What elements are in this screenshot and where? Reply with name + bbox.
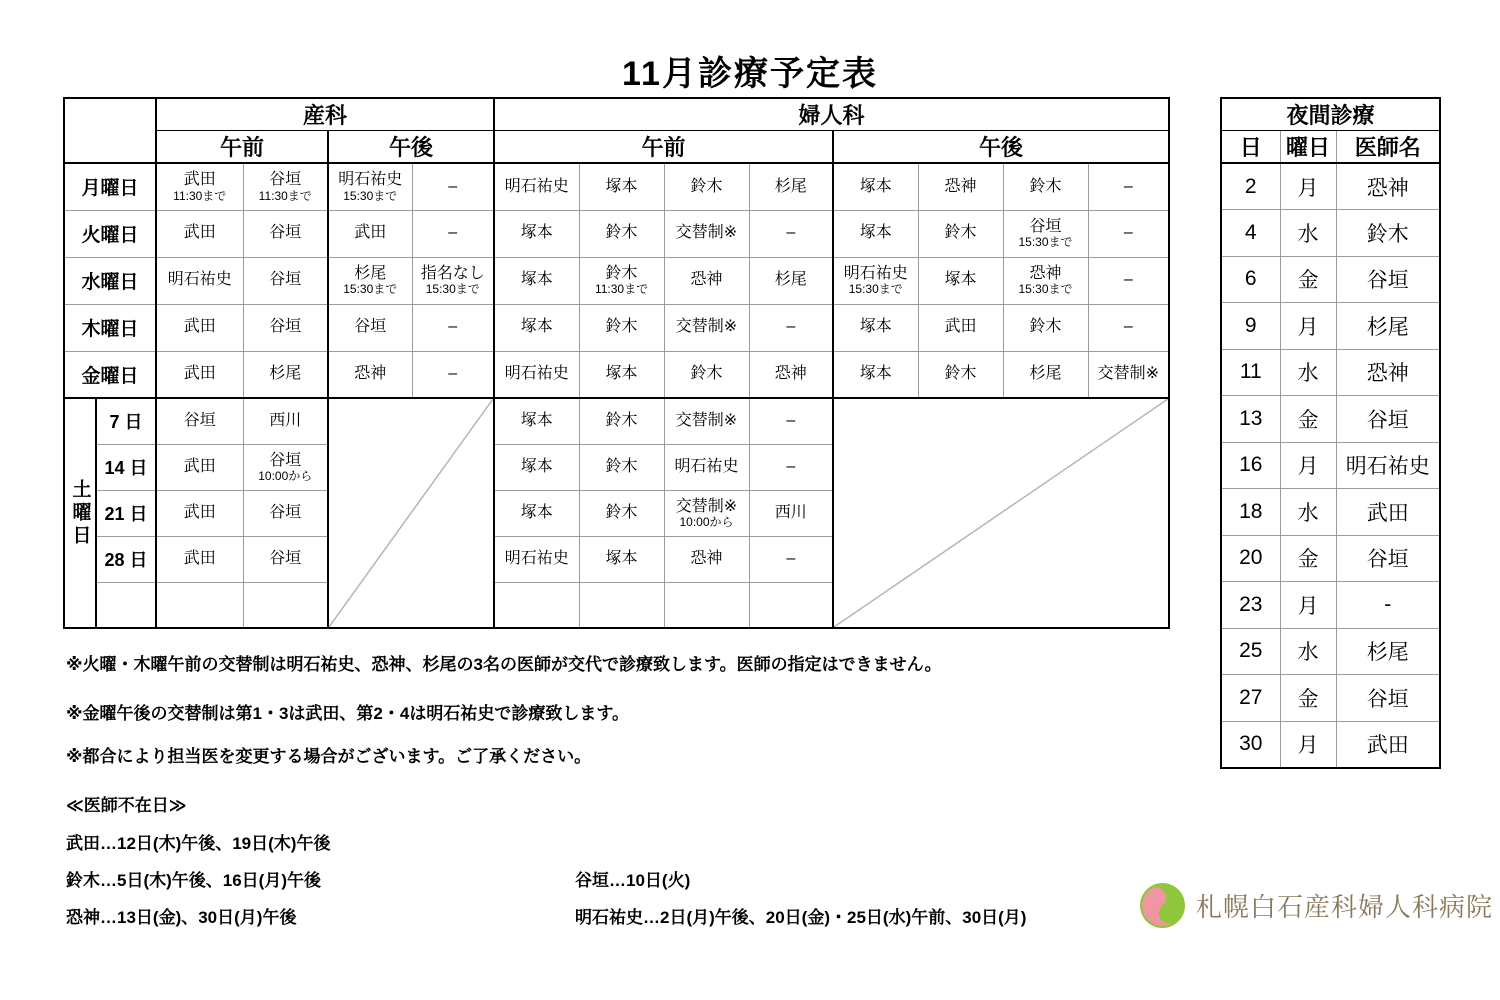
doctor-name: –: [786, 224, 796, 242]
schedule-cell: [494, 257, 579, 304]
schedule-cell: [328, 163, 412, 210]
night-doctor: 谷垣: [1336, 675, 1440, 722]
doctor-name: 塚本: [520, 503, 553, 521]
table-row: [64, 398, 1169, 444]
schedule-cell: [328, 210, 412, 257]
doctor-name: –: [786, 549, 796, 567]
night-weekday: 金: [1280, 396, 1336, 443]
doctor-name: 鈴木: [605, 318, 638, 336]
schedule-cell: [243, 304, 328, 351]
note-doctor-change: ※都合により担当医を変更する場合がございます。ご了承ください。: [66, 747, 592, 766]
weekday-label: 火曜日: [64, 210, 156, 257]
night-day: 30: [1221, 721, 1280, 768]
doctor-name: 恐神: [354, 365, 387, 383]
night-day: 18: [1221, 489, 1280, 536]
doctor-name: 交替制※: [675, 412, 738, 430]
doctor-name: –: [786, 412, 796, 430]
doctor-name: 塚本: [520, 318, 553, 336]
table-row: [1221, 628, 1440, 675]
date-label: 7 日: [96, 398, 156, 444]
doctor-name: 鈴木: [605, 412, 638, 430]
schedule-cell: [749, 210, 833, 257]
date-label: [96, 582, 156, 628]
weekday-label: 月曜日: [64, 163, 156, 210]
absence-takeda: 武田…12日(木)午後、19日(木)午後: [66, 834, 331, 853]
doctor-name: 武田: [183, 549, 216, 567]
doctor-name: 明石祐史: [504, 549, 569, 567]
session-header-pm: 午後: [833, 131, 1169, 164]
schedule-cell: [328, 257, 412, 304]
main-schedule-table: [63, 97, 1170, 629]
table-row: [64, 351, 1169, 398]
schedule-cell: [749, 490, 833, 536]
schedule-cell: [243, 351, 328, 398]
table-row: [1221, 675, 1440, 722]
schedule-cell: [833, 351, 918, 398]
schedule-cell: [749, 582, 833, 628]
doctor-name: 指名なし: [420, 265, 485, 282]
doctor-name: 鈴木: [605, 224, 638, 242]
table-row: [64, 210, 1169, 257]
absence-akashi: 明石祐史…2日(月)午後、20日(金)・25日(水)午前、30日(月): [575, 908, 1027, 927]
schedule-cell: [918, 257, 1003, 304]
schedule-cell: [749, 444, 833, 490]
schedule-cell: [1088, 351, 1169, 398]
hospital-logo-mark-icon: [1140, 883, 1185, 928]
doctor-name: 杉尾: [1029, 365, 1062, 383]
saturday-label: 土曜日: [64, 398, 96, 628]
doctor-name: 谷垣: [1029, 218, 1062, 235]
doctor-name: 交替制※: [675, 318, 738, 336]
session-header-pm: 午後: [328, 131, 494, 164]
schedule-cell: [328, 304, 412, 351]
doctor-name: –: [448, 177, 458, 195]
doctor-name: 恐神: [944, 177, 977, 195]
table-row: [1221, 489, 1440, 536]
table-row: [64, 163, 1169, 210]
schedule-cell: [579, 210, 664, 257]
schedule-cell: [494, 444, 579, 490]
schedule-cell: [749, 257, 833, 304]
schedule-cell: [243, 444, 328, 490]
schedule-cell: [1003, 304, 1088, 351]
doctor-name: –: [448, 318, 458, 336]
night-doctor: 武田: [1336, 489, 1440, 536]
schedule-cell: [1088, 304, 1169, 351]
night-day: 25: [1221, 628, 1280, 675]
schedule-cell: [664, 536, 749, 582]
fujinka-pm-saturday-closed-cell: [833, 398, 1169, 628]
night-weekday: 水: [1280, 349, 1336, 396]
table-row: [1221, 349, 1440, 396]
doctor-name: 杉尾: [774, 177, 807, 195]
doctor-name: 塚本: [859, 365, 892, 383]
schedule-cell: [494, 304, 579, 351]
night-day: 6: [1221, 256, 1280, 303]
doctor-name: 恐神: [774, 365, 807, 383]
schedule-cell: [918, 163, 1003, 210]
night-weekday: 月: [1280, 442, 1336, 489]
table-row: [1221, 535, 1440, 582]
night-day: 20: [1221, 535, 1280, 582]
doctor-name: 西川: [269, 412, 302, 430]
time-note: 15:30まで: [848, 282, 903, 297]
schedule-cell: [749, 351, 833, 398]
table-row: [64, 304, 1169, 351]
schedule-cell: [494, 351, 579, 398]
schedule-cell: [664, 351, 749, 398]
doctor-name: 塚本: [944, 271, 977, 289]
doctor-name: 塚本: [605, 365, 638, 383]
doctor-name: 武田: [183, 365, 216, 383]
doctor-name: 谷垣: [269, 503, 302, 521]
doctor-name: 明石祐史: [504, 177, 569, 195]
doctor-name: –: [448, 224, 458, 242]
night-doctor: 谷垣: [1336, 256, 1440, 303]
night-day: 13: [1221, 396, 1280, 443]
schedule-cell: [243, 257, 328, 304]
page-title: 11月診療予定表: [622, 55, 878, 93]
schedule-cell: [156, 351, 243, 398]
schedule-cell: [412, 210, 494, 257]
schedule-cell: [1003, 210, 1088, 257]
night-day: 9: [1221, 303, 1280, 350]
time-note: 11:30まで: [594, 282, 649, 297]
date-label: 21 日: [96, 490, 156, 536]
schedule-cell: [412, 163, 494, 210]
doctor-name: 明石祐史: [843, 265, 908, 282]
weekday-label: 金曜日: [64, 351, 156, 398]
doctor-name: 武田: [183, 503, 216, 521]
doctor-name: 塚本: [520, 412, 553, 430]
table-row: [1221, 582, 1440, 629]
doctor-name: 明石祐史: [167, 271, 232, 289]
doctor-name: 塚本: [605, 177, 638, 195]
schedule-cell: [1088, 257, 1169, 304]
schedule-cell: [579, 536, 664, 582]
schedule-cell: [579, 444, 664, 490]
night-weekday: 金: [1280, 675, 1336, 722]
doctor-name: 恐神: [690, 549, 723, 567]
schedule-cell: [749, 398, 833, 444]
schedule-cell: [918, 304, 1003, 351]
night-weekday: 月: [1280, 303, 1336, 350]
night-doctor: 恐神: [1336, 163, 1440, 210]
absence-kyojin: 恐神…13日(金)、30日(月)午後: [66, 908, 297, 927]
schedule-cell: [664, 490, 749, 536]
doctor-name: –: [786, 457, 796, 475]
dept-header-gynecology: 婦人科: [494, 98, 1169, 131]
doctor-name: 杉尾: [269, 365, 302, 383]
schedule-cell: [664, 163, 749, 210]
schedule-cell: [156, 536, 243, 582]
schedule-cell: [156, 304, 243, 351]
table-row: [1221, 163, 1440, 210]
night-col-doctor: 医師名: [1336, 131, 1440, 164]
doctor-name: 鈴木: [1029, 318, 1062, 336]
time-note: 15:30まで: [1018, 282, 1073, 297]
doctor-name: 西川: [774, 503, 807, 521]
doctor-name: 鈴木: [605, 457, 638, 475]
schedule-cell: [412, 351, 494, 398]
doctor-name: 鈴木: [605, 265, 638, 282]
schedule-cell: [579, 257, 664, 304]
night-doctor: 武田: [1336, 721, 1440, 768]
night-day: 2: [1221, 163, 1280, 210]
doctor-name: 谷垣: [269, 171, 302, 189]
schedule-cell: [1003, 163, 1088, 210]
dept-header-obstetrics: 産科: [156, 98, 494, 131]
diagonal-strike-line: [834, 399, 1168, 627]
table-row: [1221, 303, 1440, 350]
night-col-day: 日: [1221, 131, 1280, 164]
doctor-name: 塚本: [859, 177, 892, 195]
doctor-name: 谷垣: [183, 412, 216, 430]
time-note: 11:30まで: [173, 188, 227, 203]
doctor-name: 杉尾: [354, 265, 387, 282]
hospital-name: 札幌白石産科婦人科病院: [1196, 892, 1494, 922]
schedule-cell: [412, 257, 494, 304]
doctor-name: 交替制※: [675, 497, 738, 515]
doctor-name: –: [1123, 318, 1133, 336]
weekday-label: 水曜日: [64, 257, 156, 304]
schedule-cell: [156, 490, 243, 536]
absence-tanigaki: 谷垣…10日(火): [575, 871, 691, 890]
night-doctor: 谷垣: [1336, 396, 1440, 443]
time-note: 15:30まで: [1018, 235, 1073, 250]
doctor-name: 鈴木: [690, 177, 723, 195]
doctor-name: 明石祐史: [674, 457, 739, 475]
night-weekday: 金: [1280, 535, 1336, 582]
doctor-name: 武田: [354, 224, 387, 242]
doctor-name: 塚本: [859, 318, 892, 336]
night-weekday: 月: [1280, 721, 1336, 768]
doctor-name: 武田: [183, 457, 216, 475]
doctor-name: 鈴木: [944, 365, 977, 383]
night-day: 16: [1221, 442, 1280, 489]
schedule-cell: [494, 582, 579, 628]
schedule-cell: [833, 163, 918, 210]
doctor-name: 明石祐史: [504, 365, 569, 383]
night-day: 4: [1221, 210, 1280, 257]
schedule-cell: [328, 351, 412, 398]
doctor-name: 恐神: [1029, 265, 1062, 282]
schedule-cell: [494, 536, 579, 582]
schedule-cell: [833, 304, 918, 351]
schedule-cell: [664, 398, 749, 444]
night-doctor: 杉尾: [1336, 628, 1440, 675]
doctor-name: 鈴木: [1029, 177, 1062, 195]
doctor-name: 塚本: [520, 271, 553, 289]
schedule-cell: [243, 490, 328, 536]
doctor-name: 明石祐史: [338, 171, 403, 189]
schedule-cell: [1088, 210, 1169, 257]
note-rotation-am: ※火曜・木曜午前の交替制は明石祐史、恐神、杉尾の3名の医師が交代で診療致します。医師の指定はできません。: [66, 655, 942, 674]
night-day: 27: [1221, 675, 1280, 722]
doctor-name: 谷垣: [269, 451, 302, 469]
schedule-cell: [579, 398, 664, 444]
schedule-cell: [494, 163, 579, 210]
schedule-cell: [833, 210, 918, 257]
doctor-name: 交替制※: [1097, 365, 1159, 383]
schedule-cell: [579, 163, 664, 210]
schedule-cell: [918, 210, 1003, 257]
schedule-cell: [1088, 163, 1169, 210]
doctor-name: –: [448, 365, 458, 383]
schedule-cell: [579, 304, 664, 351]
schedule-cell: [749, 536, 833, 582]
table-row: [1221, 721, 1440, 768]
night-clinic-title: 夜間診療: [1221, 98, 1440, 131]
schedule-cell: [1003, 351, 1088, 398]
doctor-name: 鈴木: [690, 365, 723, 383]
doctor-name: 杉尾: [774, 271, 807, 289]
time-note: 10:00から: [679, 514, 734, 529]
night-col-weekday: 曜日: [1280, 131, 1336, 164]
schedule-cell: [664, 304, 749, 351]
schedule-cell: [494, 490, 579, 536]
schedule-cell: [579, 490, 664, 536]
schedule-cell: [579, 582, 664, 628]
absence-header: ≪医師不在日≫: [66, 796, 187, 815]
night-weekday: 金: [1280, 256, 1336, 303]
note-rotation-friday-pm: ※金曜午後の交替制は第1・3は武田、第2・4は明石祐史で診療致します。: [66, 704, 629, 723]
table-row: [64, 257, 1169, 304]
doctor-name: 塚本: [520, 224, 553, 242]
night-doctor: 谷垣: [1336, 535, 1440, 582]
schedule-cell: [156, 163, 243, 210]
doctor-name: 鈴木: [605, 503, 638, 521]
schedule-cell: [243, 582, 328, 628]
schedule-cell: [664, 210, 749, 257]
night-doctor: -: [1336, 582, 1440, 629]
table-row: [1221, 256, 1440, 303]
schedule-cell: [918, 351, 1003, 398]
night-day: 11: [1221, 349, 1280, 396]
schedule-cell: [749, 304, 833, 351]
schedule-cell: [664, 257, 749, 304]
table-row: [1221, 442, 1440, 489]
night-doctor: 杉尾: [1336, 303, 1440, 350]
doctor-name: –: [1123, 224, 1133, 242]
schedule-cell: [749, 163, 833, 210]
doctor-name: 谷垣: [269, 549, 302, 567]
doctor-name: 武田: [183, 224, 216, 242]
doctor-name: 武田: [944, 318, 977, 336]
schedule-cell: [579, 351, 664, 398]
schedule-cell: [156, 257, 243, 304]
doctor-name: 塚本: [520, 457, 553, 475]
absence-suzuki: 鈴木…5日(木)午後、16日(月)午後: [66, 871, 322, 890]
doctor-name: –: [1123, 271, 1133, 289]
night-weekday: 水: [1280, 628, 1336, 675]
schedule-cell: [1003, 257, 1088, 304]
time-note: 11:30まで: [258, 188, 312, 203]
table-row: [1221, 210, 1440, 257]
night-weekday: 水: [1280, 210, 1336, 257]
time-note: 10:00から: [258, 468, 313, 483]
doctor-name: 谷垣: [269, 224, 302, 242]
night-clinic-table: [1220, 97, 1441, 769]
date-label: 28 日: [96, 536, 156, 582]
session-header-am: 午前: [156, 131, 328, 164]
night-doctor: 鈴木: [1336, 210, 1440, 257]
weekday-label: 木曜日: [64, 304, 156, 351]
doctor-name: 武田: [183, 318, 216, 336]
doctor-name: 塚本: [859, 224, 892, 242]
schedule-cell: [156, 582, 243, 628]
schedule-cell: [243, 163, 328, 210]
night-doctor: 明石祐史: [1336, 442, 1440, 489]
night-weekday: 月: [1280, 582, 1336, 629]
diagonal-strike-line: [329, 399, 493, 627]
doctor-name: 武田: [183, 171, 216, 189]
night-day: 23: [1221, 582, 1280, 629]
schedule-cell: [243, 398, 328, 444]
schedule-cell: [494, 398, 579, 444]
night-doctor: 恐神: [1336, 349, 1440, 396]
schedule-cell: [156, 398, 243, 444]
schedule-cell: [243, 536, 328, 582]
session-header-am: 午前: [494, 131, 833, 164]
time-note: 15:30まで: [343, 282, 398, 297]
doctor-name: 谷垣: [269, 271, 302, 289]
corner-cell: [64, 98, 156, 163]
schedule-cell: [833, 257, 918, 304]
schedule-cell: [412, 304, 494, 351]
doctor-name: –: [1123, 177, 1133, 195]
schedule-cell: [156, 444, 243, 490]
schedule-cell: [156, 210, 243, 257]
night-weekday: 水: [1280, 489, 1336, 536]
night-weekday: 月: [1280, 163, 1336, 210]
schedule-cell: [664, 582, 749, 628]
doctor-name: 塚本: [605, 549, 638, 567]
table-row: [1221, 396, 1440, 443]
schedule-cell: [243, 210, 328, 257]
doctor-name: 恐神: [690, 271, 723, 289]
schedule-cell: [494, 210, 579, 257]
schedule-cell: [664, 444, 749, 490]
sanka-pm-saturday-closed-cell: [328, 398, 494, 628]
doctor-name: 谷垣: [269, 318, 302, 336]
time-note: 15:30まで: [425, 282, 480, 297]
doctor-name: 交替制※: [675, 224, 738, 242]
doctor-name: –: [786, 318, 796, 336]
doctor-name: 谷垣: [354, 318, 387, 336]
doctor-name: 鈴木: [944, 224, 977, 242]
hospital-logo: [1140, 883, 1493, 928]
time-note: 15:30まで: [343, 188, 398, 203]
date-label: 14 日: [96, 444, 156, 490]
